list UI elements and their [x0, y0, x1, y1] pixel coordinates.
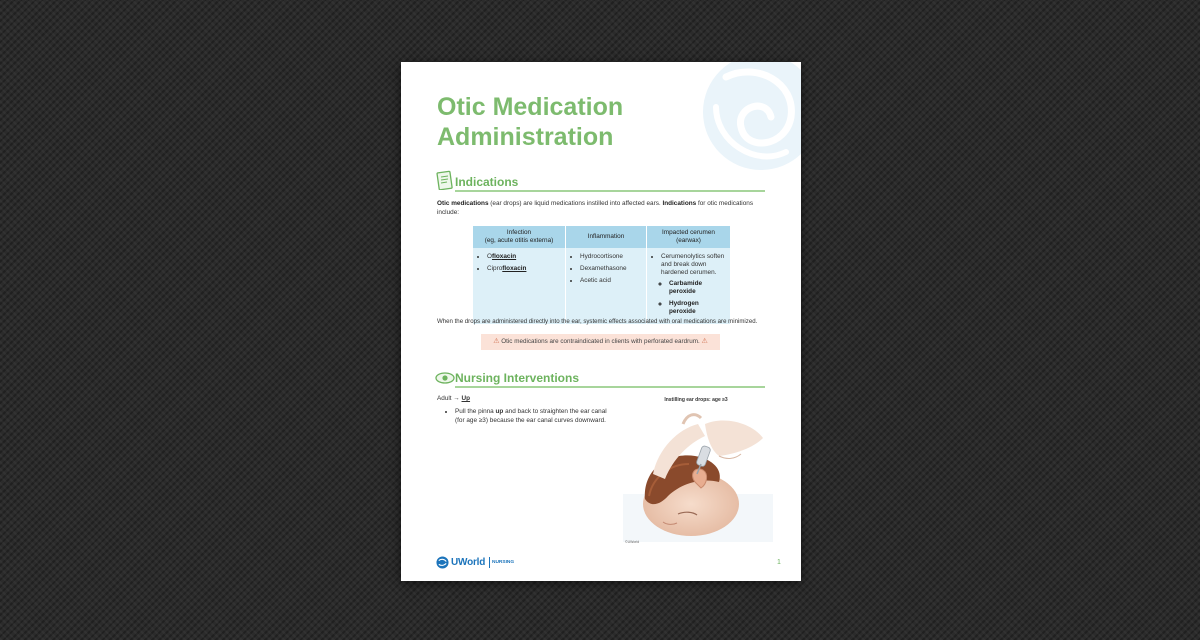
drug-prefix: O	[487, 253, 492, 260]
cell-infection	[473, 248, 566, 324]
clipboard-icon	[435, 170, 455, 190]
brand-subtitle: NURSING	[492, 560, 515, 565]
copyright-text: ©UWorld	[625, 540, 640, 544]
sub-list-item: ◦ Hydrogen peroxide	[669, 300, 726, 316]
ear-drops-illustration	[623, 404, 773, 542]
drug-suffix: floxacin	[502, 265, 527, 272]
header-infection-line1: Infection	[506, 229, 532, 236]
header-infection-line2: (eg, acute otitis externa)	[484, 237, 554, 244]
list-item	[487, 253, 561, 261]
watermark-swirl	[686, 62, 801, 182]
warning-text: Otic medications are contraindicated in clients with perforated eardrum.	[501, 338, 700, 345]
intro-text-end: for otic medications include:	[437, 200, 754, 216]
uworld-logo	[436, 556, 536, 570]
section-rule	[455, 386, 765, 388]
header-cerumen	[647, 226, 731, 248]
title-line-1: Otic Medication	[437, 93, 624, 121]
indications-heading: Indications	[455, 175, 519, 189]
list-item	[487, 265, 561, 273]
warning-callout	[481, 334, 720, 350]
brand-divider	[489, 557, 490, 568]
intro-bold-indications: Indications	[662, 200, 697, 207]
brand-name: UWorld	[451, 557, 486, 568]
indications-table	[473, 226, 730, 324]
drug-prefix: Cipro	[487, 265, 503, 272]
cell-cerumen	[647, 248, 731, 324]
intro-text: (ear drops) are liquid medications instilled into affected ears.	[488, 200, 663, 207]
document-title	[437, 92, 697, 152]
header-cerumen-line1: Impacted cerumen	[662, 229, 715, 236]
indications-intro	[437, 199, 767, 217]
eye-icon	[435, 366, 455, 386]
header-inflammation: Inflammation	[566, 226, 647, 248]
bullet-bold: up	[495, 408, 504, 415]
globe-logo-icon	[436, 556, 449, 569]
sub-list-item: ◦ Carbamide peroxide	[669, 280, 726, 296]
indications-header	[435, 170, 765, 192]
title-line-2: Administration	[437, 123, 614, 151]
drug-suffix: floxacin	[491, 253, 517, 260]
intro-bold-otic: Otic medications	[437, 200, 489, 207]
list-item: • Dexamethasone	[580, 265, 642, 273]
nursing-header	[435, 366, 765, 388]
section-rule	[455, 190, 765, 192]
adult-label	[437, 395, 470, 402]
systemic-note: When the drops are administered directly into the ear, systemic effects associated with oral medications are minimized.	[437, 318, 758, 325]
pinna-instruction	[447, 408, 617, 425]
adult-text: Adult →	[437, 395, 462, 402]
cell-inflammation	[566, 248, 647, 324]
list-item	[455, 408, 617, 425]
list-item: • Acetic acid	[580, 277, 642, 285]
list-item: • Hydrocortisone	[580, 253, 642, 261]
warning-icon: ⚠	[493, 338, 500, 345]
adult-up: Up	[461, 395, 471, 402]
illustration-title: Instilling ear drops: age ≥3	[664, 397, 728, 403]
header-cerumen-line2: (earwax)	[676, 237, 701, 244]
header-infection	[473, 226, 566, 248]
nursing-heading: Nursing Interventions	[455, 371, 580, 385]
warning-icon: ⚠	[701, 338, 708, 345]
document-page	[401, 62, 801, 581]
bullet-text: Pull the pinna	[455, 408, 496, 415]
bullet-text-end: and back to straighten the ear canal (for age ≥3) because the ear canal curves downward.	[455, 408, 607, 424]
cerumen-text: Cerumenolytics soften and break down hardened cerumen.	[661, 253, 725, 276]
list-item	[661, 253, 726, 316]
page-number: 1	[777, 559, 781, 566]
